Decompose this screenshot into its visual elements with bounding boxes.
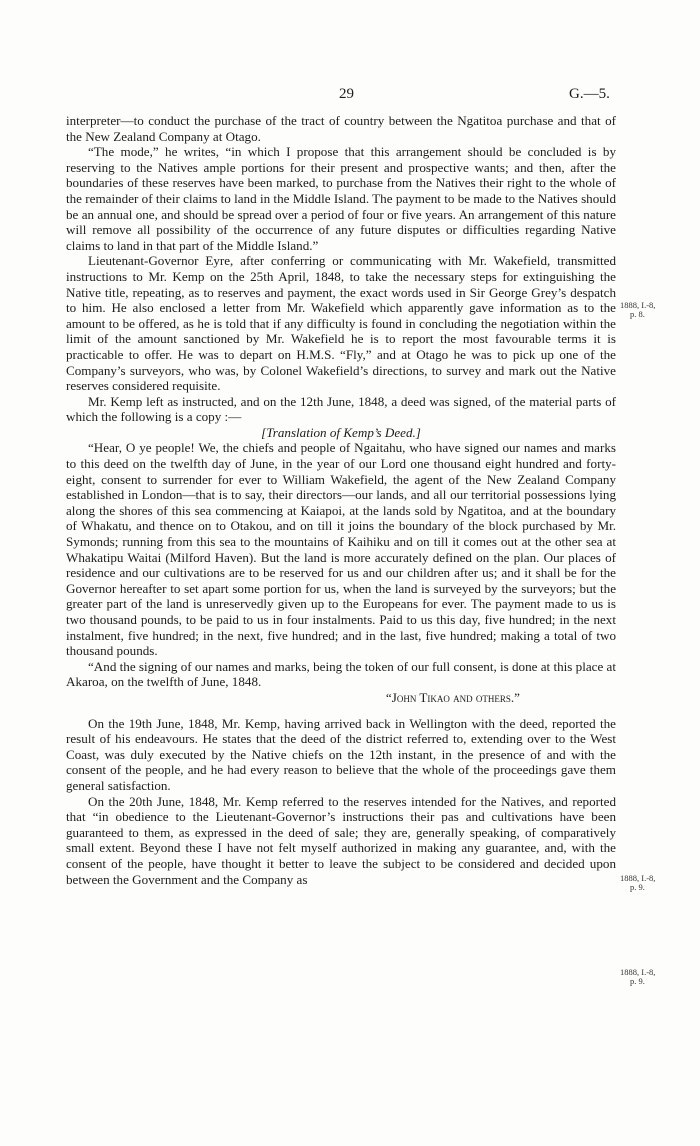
margin-note: 1888, I.-8, p. 8.: [620, 300, 656, 319]
paragraph-kemp-report: On the 19th June, 1848, Mr. Kemp, having arrived back in Wellington with the deed, reported the result of his endeavours. He states that the deed of the district referred to, extending over to the West Coast, was duly executed by the Native chiefs on the 12th instant, in the presence of and with the consent of the people, and he had every reason to believe that the whole of the proceedings gave them general satisfaction.: [66, 715, 616, 793]
page-header: [0, 86, 700, 106]
paragraph-quote-grey: “The mode,” he writes, “in which I propose that this arrangement should be concluded is by reserving to the Natives ample portions for their present and prospective wants; and then, after the boundaries of these reserves have been marked, to purchase from the Natives their right to the whole of the remainder of their claims to land in the Middle Island. The payment to be made to the Natives should be an annual one, and should be spread over a period of four or five years. An arrangement of this nature will remove all possibility of the occurrence of any future disputes or difficulties regarding Native claims to land in that part of the Middle Island.”: [66, 144, 616, 253]
paragraph-kemp-reserves: On the 20th June, 1848, Mr. Kemp referred to the reserves intended for the Natives, and reported that “in obedience to the Lieutenant-Governor’s instructions their pas and cultivations have been guaranteed to them, as expressed in the deed of sale; they are, generally speaking, of comparatively small extent. Beyond these I have not felt myself authorized in making any guarantee, and, with the consent of the people, have thought it better to leave the subject to be considered and decided upon between the Government and the Company as: [66, 793, 616, 887]
paper-reference: G.—5.: [569, 86, 610, 102]
spacer: [66, 706, 616, 716]
paragraph-continued: interpreter—to conduct the purchase of the tract of country between the Ngatitoa purchase and that of the New Zealand Company at Otago.: [66, 113, 616, 144]
main-text-column: [66, 113, 616, 887]
paragraph-eyre-instructions: Lieutenant-Governor Eyre, after conferring or communicating with Mr. Wakefield, transmitted instructions to Mr. Kemp on the 25th April, 1848, to take the necessary steps for extinguishing the Native title, repeating, as to reserves and payment, the exact words used in Sir George Grey’s despatch to him. He also enclosed a letter from Mr. Wakefield which apparently gave information as to the amount to be offered, as he is told that if any difficulty is found in concluding the negotiation within the limit of the amount sanctioned by Mr. Wakefield he is to report the most favourable terms it is practicable to offer. He was to depart on H.M.S. “Fly,” and at Otago he was to pick up one of the Company’s surveyors, who was, by Colonel Wakefield’s directions, to survey and mark out the Native reserves considered requisite.: [66, 253, 616, 394]
margin-note: 1888, I.-8, p. 9.: [620, 967, 656, 986]
page-number: 29: [339, 86, 354, 102]
paragraph-kemp-left: Mr. Kemp left as instructed, and on the 12th June, 1848, a deed was signed, of the material parts of which the following is a copy :—: [66, 393, 616, 425]
deed-signature: “John Tikao and others.”: [385, 689, 520, 705]
margin-note: 1888, I.-8, p. 9.: [620, 873, 656, 892]
deed-heading: [Translation of Kemp’s Deed.]: [261, 424, 421, 440]
deed-text: “Hear, O ye people! We, the chiefs and people of Ngaitahu, who have signed our names and marks to this deed on the twelfth day of June, in the year of our Lord one thousand eight hundred and forty-eight, consent to surrender for ever to William Wakefield, the agent of the New Zealand Company established in London—that is to say, their directors—our lands, and all our territorial possessions lying along the shores of this sea commencing at Kaiapoi, at the lands sold by Ngatitoa, and at the boundary of Whakatu, and thence on to Otakou, and on till it joins the boundary of the block purchased by Mr. Symonds; running from this sea to the mountains of Kaihiku and on till it comes out at the other sea at Whakatipu Waitai (Milford Haven). But the land is more accurately defined on the plan. Our places of residence and our cultivations are to be reserved for us and our children after us; and it shall be for the Governor hereafter to set apart some portion for us, when the land is surveyed by the surveyors; but the greater part of the land is unreservedly given up to the Europeans for ever. The payment made to us is two thousand pounds, to be paid to us in four instalments. Paid to us this day, five hundred; in the next instalment, five hundred; in the next, five hundred; and in the last, five hundred; making a total of two thousand pounds.: [66, 440, 616, 659]
deed-signing: “And the signing of our names and marks, being the token of our full consent, is done at this place at Akaroa, on the twelfth of June, 1848.: [66, 658, 616, 690]
